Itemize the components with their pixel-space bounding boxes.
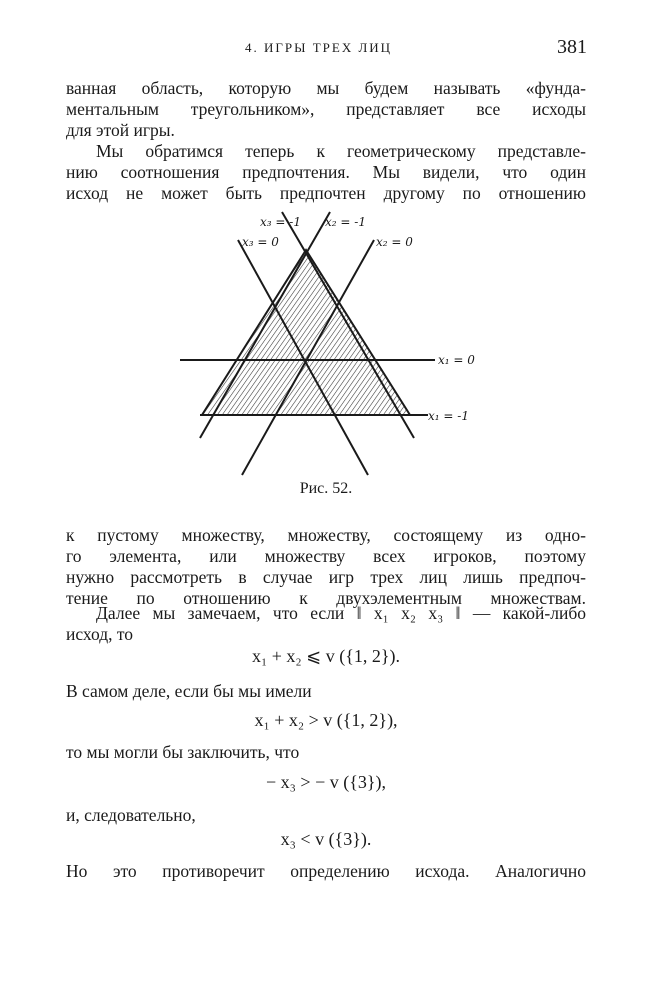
figure-caption: Рис. 52. [299, 480, 353, 497]
text-line: Но это противоречит определению исхода. Аналогично [66, 861, 586, 881]
fundamental-triangle-diagram [170, 210, 490, 490]
text-line: к пустому множеству, множеству, состоящему из одно- [66, 525, 586, 545]
text-line: ванная область, которую мы будем называть «фунда- [66, 78, 586, 98]
text-line: для этой игры. [66, 120, 175, 140]
text-line: нужно рассмотреть в случае игр трех лиц лишь предпоч- [66, 567, 586, 587]
text-line: то мы могли бы заключить, что [66, 742, 300, 762]
text-in-fact [66, 681, 586, 702]
text-hence [66, 805, 586, 826]
fundamental-triangle [202, 250, 410, 415]
label-x3-zero: x₃ = 0 [242, 235, 279, 249]
text-final [66, 861, 586, 882]
label-x2-zero: x₂ = 0 [376, 235, 413, 249]
paragraph-1 [66, 78, 586, 141]
paragraph-3 [66, 525, 586, 609]
formula-1: x₁ + x₂ ⩽ v ({1, 2}). [251, 646, 401, 666]
formula-2: x₁ + x₂ > v ({1, 2}), [254, 710, 398, 730]
figure-52 [170, 210, 490, 490]
text-could [66, 742, 586, 763]
paragraph-4 [66, 603, 586, 645]
text-line: исход, то [66, 624, 134, 644]
text-line: Далее мы замечаем, что если ‖ x₁ x₂ x₃ ‖ — какой-либо [96, 603, 586, 623]
text-line: В самом деле, если бы мы имели [66, 681, 312, 701]
running-title: 4. ИГРЫ ТРЕХ ЛИЦ [245, 40, 393, 55]
formula-4: x₃ < v ({3}). [280, 829, 372, 849]
label-x1-zero: x₁ = 0 [438, 353, 475, 367]
label-x3-minus1: x₃ = -1 [260, 215, 301, 229]
text-line: и, следовательно, [66, 805, 196, 825]
paragraph-2 [66, 141, 586, 204]
formula-3: − x₃ > − v ({3}), [266, 772, 386, 792]
label-x2-minus1: x₂ = -1 [325, 215, 366, 229]
text-line: ментальным треугольником», представляет все исходы [66, 99, 586, 119]
label-x1-minus1: x₁ = -1 [428, 409, 469, 423]
text-line: исход не может быть предпочтен другому по отношению [66, 183, 586, 203]
page-header [0, 36, 652, 62]
text-line: Мы обратимся теперь к геометрическому представле- [96, 141, 586, 161]
text-line: нию соотношения предпочтения. Мы видели, что один [66, 162, 586, 182]
text-line: го элемента, или множеству всех игроков, поэтому [66, 546, 586, 566]
text-line: тение по отношению к двухэлементным множествам. [66, 588, 586, 608]
page-number: 381 [557, 36, 587, 58]
